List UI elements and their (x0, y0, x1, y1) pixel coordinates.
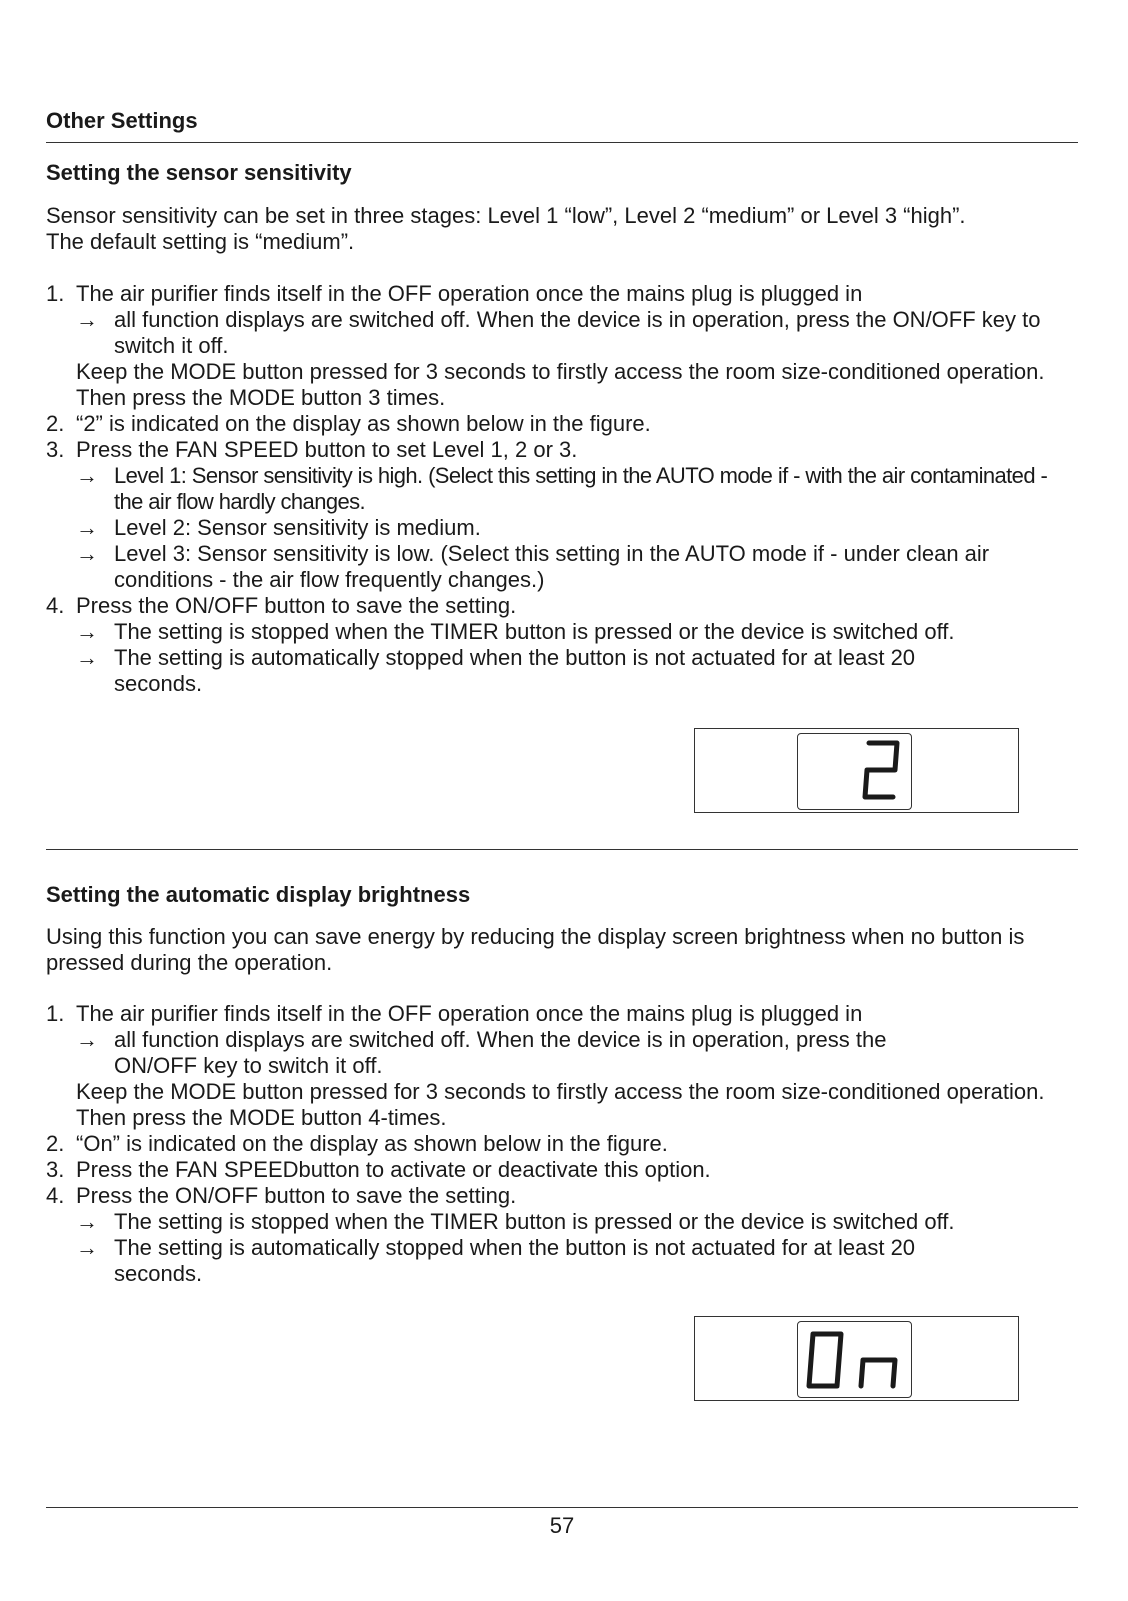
brightness-step-3 (46, 1157, 1078, 1183)
display-figure-on (694, 1316, 1019, 1401)
section-divider (46, 849, 1078, 850)
brightness-step-4-result-1 (46, 1209, 1078, 1235)
brightness-step-1-result (46, 1027, 1078, 1079)
step-text: Press the FAN SPEEDbutton to activate or deactivate this option. (76, 1157, 711, 1182)
step-text: “2” is indicated on the display as shown below in the figure. (76, 411, 651, 436)
seven-segment-display (797, 1321, 912, 1398)
right-arrow-icon: → (76, 463, 98, 488)
right-arrow-icon: → (76, 645, 98, 670)
result-text: all function displays are switched off. When the device is in operation, press the ON/OFF key to switch it off. (114, 307, 1041, 358)
right-arrow-icon: → (76, 307, 98, 332)
level-text: Level 2: Sensor sensitivity is medium. (114, 515, 481, 540)
sensor-heading: Setting the sensor sensitivity (46, 160, 352, 185)
sensor-step-3 (46, 437, 1078, 463)
step-text: Press the ON/OFF button to save the setting. (76, 593, 517, 618)
right-arrow-icon: → (76, 1235, 98, 1260)
sensor-step-2 (46, 411, 1078, 437)
result-text: The setting is stopped when the TIMER button is pressed or the device is switched off. (114, 619, 955, 644)
right-arrow-icon: → (76, 1209, 98, 1234)
sensor-level-3 (46, 541, 1078, 593)
step-text: The air purifier finds itself in the OFF operation once the mains plug is plugged in (76, 281, 863, 306)
step-number: 4. (46, 1183, 65, 1208)
step-number: 2. (46, 1131, 65, 1156)
level-text: Level 3: Sensor sensitivity is low. (Select this setting in the AUTO mode if - under clean air conditions - the air flow frequently changes.) (114, 541, 990, 592)
display-figure-2 (694, 728, 1019, 813)
result-text: The setting is stopped when the TIMER button is pressed or the device is switched off. (114, 1209, 955, 1234)
result-text: all function displays are switched off. When the device is in operation, press the ON/OFF key to switch it off. (114, 1027, 887, 1078)
step-text: “On” is indicated on the display as shown below in the figure. (76, 1131, 668, 1156)
sensor-steps (46, 281, 1078, 697)
step-number: 3. (46, 437, 65, 462)
brightness-heading: Setting the automatic display brightness (46, 882, 471, 907)
level-text: Level 1: Sensor sensitivity is high. (Select this setting in the AUTO mode if - with the air contaminated - the air flow hardly changes. (114, 463, 1048, 514)
sensor-step-4 (46, 593, 1078, 619)
sensor-step-1 (46, 281, 1078, 307)
right-arrow-icon: → (76, 1027, 98, 1052)
step-number: 1. (46, 281, 65, 306)
sensor-step-1-note: Keep the MODE button pressed for 3 seconds to firstly access the room size-conditioned operation. Then press the MODE button 3 times. (76, 359, 1045, 410)
brightness-steps (46, 1001, 1078, 1287)
step-text: Press the FAN SPEED button to set Level 1, 2 or 3. (76, 437, 578, 462)
brightness-step-2 (46, 1131, 1078, 1157)
result-text: The setting is automatically stopped when the button is not actuated for at least 20 seconds. (114, 645, 916, 696)
sensor-level-2 (46, 515, 1078, 541)
step-number: 1. (46, 1001, 65, 1026)
right-arrow-icon: → (76, 541, 98, 566)
result-text: The setting is automatically stopped when the button is not actuated for at least 20 seconds. (114, 1235, 916, 1286)
sensor-intro-line-2: The default setting is “medium”. (46, 229, 355, 254)
section-title: Other Settings (46, 108, 198, 133)
step-number: 4. (46, 593, 65, 618)
brightness-intro-text: Using this function you can save energy by reducing the display screen brightness when no button is pressed during the operation. (46, 924, 1025, 975)
sensor-step-4-result-2 (46, 645, 1078, 697)
brightness-step-1-note: Keep the MODE button pressed for 3 seconds to firstly access the room size-conditioned operation. Then press the MODE button 4-times. (76, 1079, 1045, 1130)
brightness-step-4-result-2 (46, 1235, 1078, 1287)
right-arrow-icon: → (76, 619, 98, 644)
footer-rule (46, 1507, 1078, 1508)
page-number: 57 (549, 1513, 575, 1538)
right-arrow-icon: → (76, 515, 98, 540)
segment-text-on (798, 1322, 911, 1397)
sensor-level-1 (46, 463, 1078, 515)
brightness-step-1 (46, 1001, 1078, 1027)
brightness-step-4 (46, 1183, 1078, 1209)
sensor-step-4-result-1 (46, 619, 1078, 645)
step-text: The air purifier finds itself in the OFF operation once the mains plug is plugged in (76, 1001, 863, 1026)
step-number: 2. (46, 411, 65, 436)
section-rule (46, 142, 1078, 143)
segment-digit-2 (798, 734, 911, 809)
manual-page (46, 0, 1078, 1601)
sensor-intro (46, 203, 1078, 255)
seven-segment-display (797, 733, 912, 810)
sensor-intro-line-1: Sensor sensitivity can be set in three stages: Level 1 “low”, Level 2 “medium” or Level 3 “high”. (46, 203, 966, 228)
step-number: 3. (46, 1157, 65, 1182)
brightness-intro (46, 924, 1078, 976)
sensor-step-1-result (46, 307, 1078, 359)
step-text: Press the ON/OFF button to save the setting. (76, 1183, 517, 1208)
